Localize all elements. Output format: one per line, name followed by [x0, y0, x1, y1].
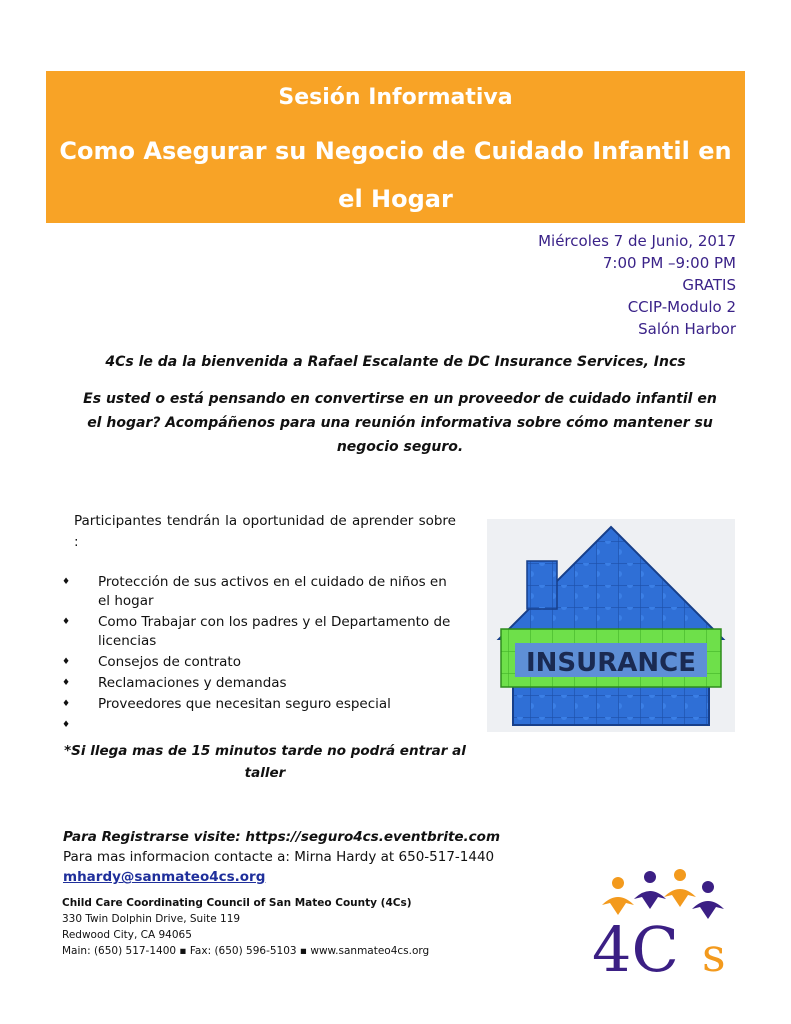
invitation-text: Es usted o está pensando en convertirse en un proveedor de cuidado infantil en el hogar? Acompáñenos para una reunión informativa sobre cómo mantener su negocio seguro. [83, 391, 717, 455]
logo-text: 4C [592, 913, 679, 980]
registration-line: Para Registrarse visite: https://seguro4cs.eventbrite.com [63, 829, 501, 845]
list-item [62, 716, 462, 735]
list-item: ♦ Protección de sus activos en el cuidado de niños en el hogar [62, 574, 447, 609]
banner-title: Sesión Informativa [278, 85, 513, 110]
org-address-line2: Redwood City, CA 94065 [62, 929, 192, 941]
welcome-line: 4Cs le da la bienvenida a Rafael Escalante de DC Insurance Services, Incs [105, 354, 686, 370]
diamond-bullet-icon: ♦ [62, 617, 71, 627]
event-module: CCIP-Modulo 2 [627, 298, 736, 316]
late-arrival-warning: *Si llega mas de 15 minutos tarde no podrá entrar al taller [64, 743, 466, 781]
title-banner [46, 71, 745, 223]
contact-line: Para mas informacion contacte a: Mirna Hardy at 650-517-1440 [63, 849, 495, 865]
event-date: Miércoles 7 de Junio, 2017 [538, 232, 736, 250]
svg-text:s: s [702, 928, 726, 980]
organization-info [62, 895, 429, 959]
event-room: Salón Harbor [638, 320, 736, 338]
list-item: ♦ Proveedores que necesitan seguro especial [62, 696, 391, 712]
diamond-bullet-icon: ♦ [62, 577, 71, 587]
insurance-house-image [487, 519, 735, 732]
org-contact-line: Main: (650) 517-1400 ▪ Fax: (650) 596-5103 ▪ www.sanmateo4cs.org [62, 945, 430, 957]
list-item: ♦ Reclamaciones y demandas [62, 675, 287, 691]
diamond-bullet-icon: ♦ [62, 657, 71, 667]
diamond-bullet-icon: ♦ [62, 678, 71, 688]
people-figures-icon [602, 869, 724, 919]
benefits-list [62, 573, 462, 737]
banner-subtitle: Como Asegurar su Negocio de Cuidado Infantil en el Hogar [59, 137, 732, 213]
intro-text: Participantes tendrán la oportunidad de aprender sobre : [74, 513, 456, 550]
diamond-bullet-icon: ♦ [62, 699, 71, 709]
event-price: GRATIS [682, 276, 736, 294]
list-item: ♦ Como Trabajar con los padres y el Departamento de licencias [62, 614, 451, 649]
diamond-bullet-icon: ♦ [62, 720, 71, 730]
event-details [538, 230, 736, 340]
list-item: ♦ Consejos de contrato [62, 654, 241, 670]
org-name: Child Care Coordinating Council of San Mateo County (4Cs) [62, 897, 412, 909]
org-address-line1: 330 Twin Dolphin Drive, Suite 119 [62, 913, 241, 925]
email-link[interactable]: mhardy@sanmateo4cs.org [63, 869, 266, 885]
registration-info [63, 827, 500, 887]
4cs-logo [580, 865, 740, 980]
event-time: 7:00 PM –9:00 PM [602, 254, 736, 272]
insurance-sign-text: INSURANCE [525, 648, 697, 678]
